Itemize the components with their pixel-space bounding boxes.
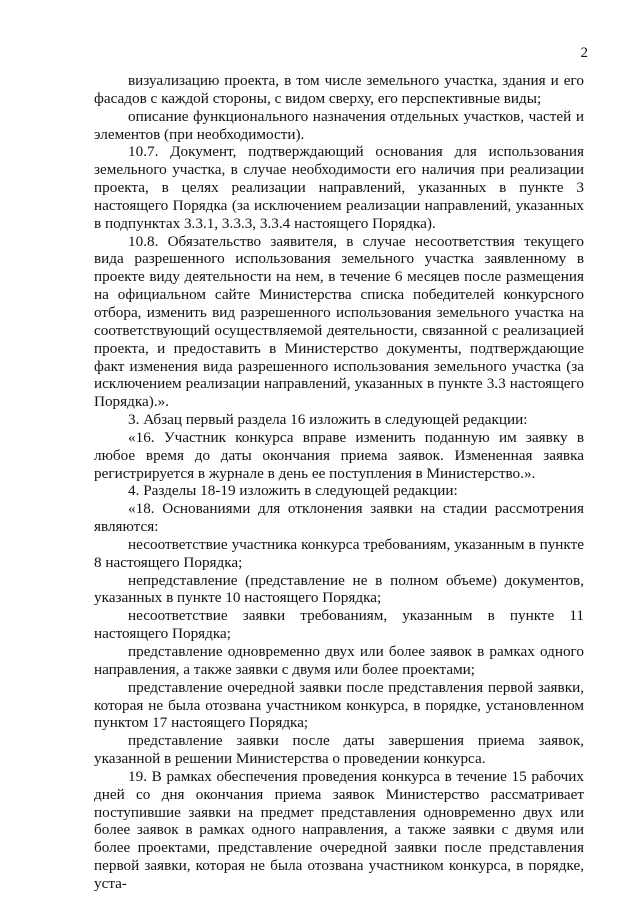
paragraph: описание функционального назначения отдельных участков, частей и элементов (при необходимости). [94,107,584,143]
paragraph: 3. Абзац первый раздела 16 изложить в следующей редакции: [128,411,528,429]
paragraph: визуализацию проекта, в том числе земельного участка, здания и его фасадов с каждой стороны, с видом сверху, его перспективные виды; [94,72,584,107]
paragraph: «18. Основаниями для отклонения заявки на стадии рассмотрения являются: [94,500,584,536]
paragraph: 19. В рамках обеспечения проведения конкурса в течение 15 рабочих дней со дня окончания приема заявок Министерство рассматривает поступившие заявки на предмет представления одновременно двух или более заявок в рамках одного направления, а также заявки с двумя или более проектами, представление очередной заявки после представления первой заявки, которая не была отозвана участником конкурса, в порядке, уста- [94,767,584,892]
paragraph: 10.7. Документ, подтверждающий основания для использования земельного участка, в случае необходимости его наличия при реализации проекта, в целях реализации направлений, указанных в пункте 3 настоящего Порядка (за исключением реализации направлений, указанных в подпунктах 3.3.1, 3.3.3, 3.3.4 настоящего Порядка). [94,143,584,232]
paragraph: непредставление (представление не в полном объеме) документов, указанных в пункте 10 настоящего Порядка; [94,571,584,607]
paragraph: несоответствие заявки требованиям, указанным в пункте 11 настоящего Порядка; [94,607,584,643]
paragraph: 4. Разделы 18-19 изложить в следующей редакции: [128,482,458,500]
paragraph: представление заявки после даты завершения приема заявок, указанной в решении Министерства о проведении конкурса. [94,732,584,768]
document-body [94,72,584,893]
paragraph: «16. Участник конкурса вправе изменить поданную им заявку в любое время до даты окончания приема заявок. Измененная заявка регистрируется в журнале в день ее поступления в Министерство.». [94,428,584,482]
paragraph: несоответствие участника конкурса требованиям, указанным в пункте 8 настоящего Порядка; [94,535,584,571]
page-number: 2 [580,45,588,61]
paragraph: представление одновременно двух или более заявок в рамках одного направления, а также заявки с двумя или более проектами; [94,643,584,678]
paragraph: представление очередной заявки после представления первой заявки, которая не была отозвана участником конкурса, в порядке, установленном пунктом 17 настоящего Порядка; [94,678,584,732]
paragraph: 10.8. Обязательство заявителя, в случае несоответствия текущего вида разрешенного использования земельного участка заявленному в проекте виду деятельности на нем, в течение 6 месяцев после размещения на официальном сайте Министерства списка победителей конкурсного отбора, изменить вид разрешенного использования земельного участка на соответствующий осуществляемой деятельности, связанной с реализацией проекта, и предоставить в Министерство документы, подтверждающие факт изменения вида разрешенного использования земельного участка (за исключением реализации направлений, указанных в пункте 3.3 настоящего Порядка).». [94,232,584,411]
